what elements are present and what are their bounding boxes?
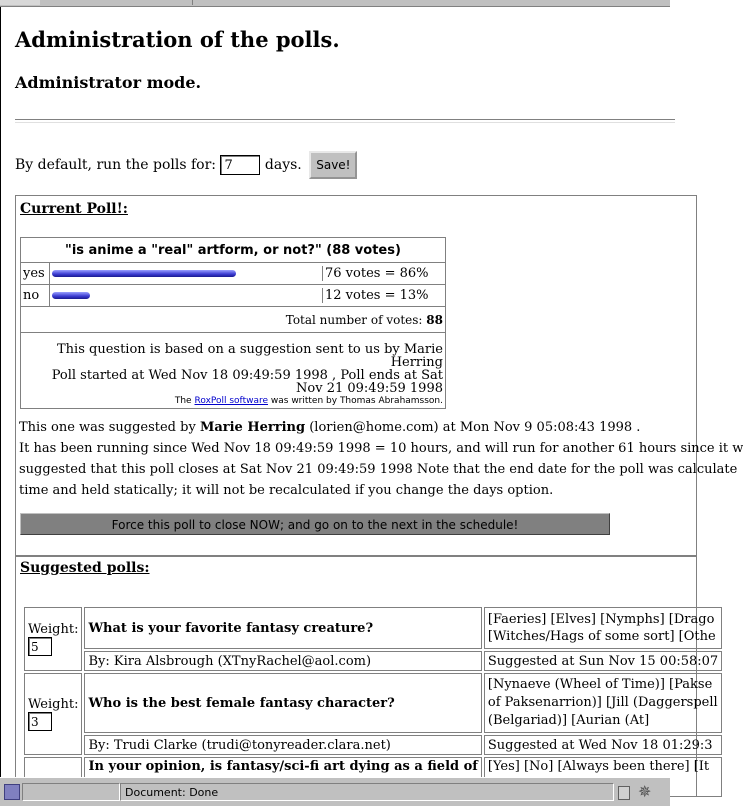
suggested-options-line: [Witches/Hags of some sort] [Othe	[487, 629, 716, 644]
weight-cell	[24, 673, 82, 755]
divider	[15, 119, 675, 123]
suggested-options-line: [Nynaeve (Wheel of Time)] [Pakse	[487, 677, 713, 692]
default-days-suffix: days.	[264, 157, 302, 173]
poll-credit-suffix: was written by Thomas Abrahamsson.	[270, 396, 443, 406]
suggested-options-line: of Paksenarrion)] [Jill (Daggerspell	[487, 695, 718, 710]
security-icon[interactable]	[4, 784, 20, 800]
weight-input[interactable]	[28, 637, 52, 656]
poll-bar-yes	[52, 270, 236, 277]
suggested-polls-title: Suggested polls:	[20, 560, 150, 576]
suggested-by: By: Trudi Clarke (trudi@tonyreader.clara.net)	[84, 735, 481, 755]
poll-option-bar-cell	[50, 288, 323, 303]
poll-option-label: no	[21, 285, 50, 307]
poll-footer	[21, 333, 446, 409]
poll-info-paragraph	[19, 417, 743, 501]
poll-total	[21, 307, 446, 333]
weight-label: Weight:	[28, 622, 79, 637]
poll-bar-no	[52, 292, 90, 299]
info-suggester: Marie Herring	[199, 420, 306, 435]
poll-question: "is anime a "real" artform, or not?" (88 votes)	[21, 238, 446, 263]
page-title: Administration of the polls.	[15, 27, 340, 52]
suggested-question: What is your favorite fantasy creature?	[84, 607, 481, 649]
suggested-at: Suggested at Sun Nov 15 00:58:07	[484, 651, 722, 671]
browser-top-bar	[0, 0, 670, 7]
suggested-question: Who is the best female fantasy character?	[84, 673, 481, 733]
current-poll-title: Current Poll!:	[20, 201, 128, 217]
force-close-button[interactable]: Force this poll to close NOW; and go on to the next in the schedule!	[20, 513, 610, 535]
lock-icon	[618, 786, 630, 800]
suggested-at: Suggested at Wed Nov 18 01:29:3	[484, 735, 722, 755]
info-line3: suggested that this poll closes at Sat Nov 21 09:49:59 1998 Note that the end date for the poll was calculate	[19, 462, 738, 477]
page-subtitle: Administrator mode.	[15, 73, 202, 92]
poll-credit	[23, 395, 443, 408]
poll-dates-note: Poll started at Wed Nov 18 09:49:59 1998 , Poll ends at Sat Nov 21 09:49:59 1998	[51, 368, 443, 396]
poll-suggestion-note: This question is based on a suggestion sent to us by Marie Herring	[57, 342, 443, 370]
suggested-options	[484, 673, 722, 733]
poll-option-bar-cell	[50, 266, 323, 281]
browser-tab-left[interactable]	[0, 0, 41, 5]
default-days-prefix: By default, run the polls for:	[15, 157, 216, 173]
poll-option-label: yes	[21, 263, 50, 285]
info-line2: It has been running since Wed Nov 18 09:49:59 1998 = 10 hours, and will run for another 61 hours since it w	[19, 441, 743, 456]
poll-table	[20, 237, 446, 409]
poll-option-result: 76 votes = 86%	[325, 266, 429, 281]
weight-label: Weight:	[28, 697, 79, 712]
weight-input[interactable]	[28, 712, 52, 731]
default-days-row	[15, 151, 357, 173]
info-line1-suffix: (lorien@home.com) at Mon Nov 9 05:08:43 1998 .	[309, 420, 641, 435]
poll-credit-prefix: The	[174, 396, 192, 406]
activity-icon: ✵	[638, 782, 652, 801]
suggested-polls-table	[22, 605, 724, 799]
page-content	[0, 7, 743, 777]
poll-total-value: 88	[426, 312, 443, 327]
poll-option-result: 12 votes = 13%	[325, 288, 429, 303]
suggested-by: By: Kira Alsbrough (XTnyRachel@aol.com)	[84, 651, 481, 671]
suggested-options: [Yes] [No] [Always been there] [It	[484, 757, 722, 797]
status-text: Document: Done	[120, 783, 614, 801]
weight-cell	[24, 607, 82, 671]
poll-total-label: Total number of votes:	[285, 312, 423, 327]
suggested-options	[484, 607, 722, 649]
roxpoll-link[interactable]: RoxPoll software	[194, 396, 269, 406]
suggested-options-line: (Belgariad)] [Aurian (At]	[487, 713, 650, 728]
default-days-input[interactable]	[220, 155, 260, 175]
status-bar	[0, 777, 670, 806]
info-line1-prefix: This one was suggested by	[19, 420, 196, 435]
suggested-question: In your opinion, is fantasy/sci-fi art dying as a field of	[84, 757, 481, 797]
suggested-options-line: [Faeries] [Elves] [Nymphs] [Drago	[487, 612, 715, 627]
browser-tab[interactable]	[40, 0, 193, 5]
save-button[interactable]: Save!	[309, 151, 357, 179]
status-progress	[22, 783, 120, 801]
info-line4: time and held statically; it will not be recalculated if you change the days option.	[19, 483, 554, 498]
